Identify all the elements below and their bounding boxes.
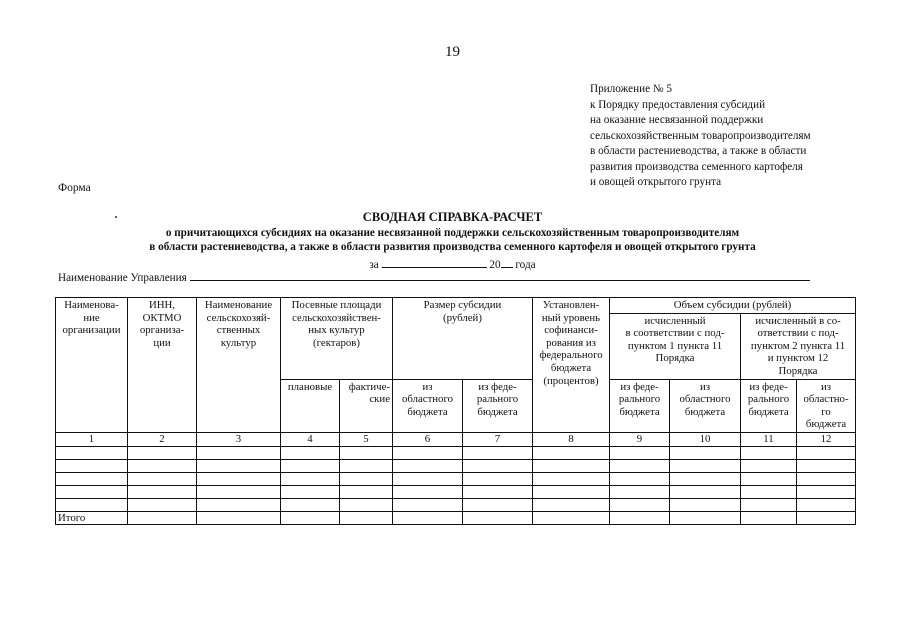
data-cell[interactable] — [128, 485, 197, 498]
administration-blank[interactable] — [190, 270, 810, 281]
table-row — [56, 498, 856, 511]
data-cell[interactable] — [533, 498, 610, 511]
total-cell[interactable] — [128, 511, 197, 525]
data-cell[interactable] — [340, 485, 393, 498]
data-cell[interactable] — [393, 446, 463, 459]
data-cell[interactable] — [197, 485, 281, 498]
data-cell[interactable] — [610, 498, 670, 511]
data-cell[interactable] — [393, 472, 463, 485]
data-cell[interactable] — [393, 485, 463, 498]
period-line — [0, 257, 905, 271]
data-cell[interactable] — [393, 459, 463, 472]
header-actual: фактиче- ские — [340, 379, 393, 432]
column-number-row — [56, 432, 856, 446]
data-cell[interactable] — [610, 446, 670, 459]
header-p2-federal: из феде- рального бюджета — [741, 379, 797, 432]
total-cell[interactable] — [797, 511, 856, 525]
data-cell[interactable] — [610, 472, 670, 485]
data-cell[interactable] — [56, 485, 128, 498]
administration-line — [58, 270, 810, 284]
data-cell[interactable] — [741, 498, 797, 511]
annex-line: в области растениеводства, а также в области — [590, 145, 807, 157]
data-cell[interactable] — [281, 446, 340, 459]
column-number: 1 — [56, 432, 128, 446]
total-cell[interactable] — [281, 511, 340, 525]
total-cell[interactable] — [197, 511, 281, 525]
data-cell[interactable] — [741, 472, 797, 485]
data-cell[interactable] — [533, 485, 610, 498]
column-number: 3 — [197, 432, 281, 446]
annex-line: к Порядку предоставления субсидий — [590, 98, 766, 111]
data-cell[interactable] — [463, 459, 533, 472]
annex-block — [590, 82, 811, 191]
period-year: 20 — [489, 259, 501, 271]
data-cell[interactable] — [741, 459, 797, 472]
data-cell[interactable] — [56, 459, 128, 472]
data-cell[interactable] — [56, 472, 128, 485]
data-cell[interactable] — [128, 472, 197, 485]
data-cell[interactable] — [670, 459, 741, 472]
period-suffix: года — [515, 259, 536, 271]
data-cell[interactable] — [797, 472, 856, 485]
column-number: 7 — [463, 432, 533, 446]
data-cell[interactable] — [128, 498, 197, 511]
data-cell[interactable] — [533, 446, 610, 459]
table-row — [56, 459, 856, 472]
data-cell[interactable] — [56, 498, 128, 511]
header-planned: плановые — [281, 379, 340, 432]
data-cell[interactable] — [56, 446, 128, 459]
data-cell[interactable] — [340, 446, 393, 459]
data-cell[interactable] — [128, 459, 197, 472]
data-cell[interactable] — [128, 446, 197, 459]
data-cell[interactable] — [610, 485, 670, 498]
column-number: 5 — [340, 432, 393, 446]
header-inn: ИНН, ОКТМО организа- ции — [128, 298, 197, 433]
form-label: Форма — [58, 182, 91, 194]
data-cell[interactable] — [340, 498, 393, 511]
data-cell[interactable] — [670, 472, 741, 485]
column-number: 4 — [281, 432, 340, 446]
data-cell[interactable] — [340, 472, 393, 485]
annex-line: и овощей открытого грунта — [590, 176, 722, 188]
data-cell[interactable] — [463, 485, 533, 498]
data-cell[interactable] — [670, 485, 741, 498]
annex-line: на оказание несвязанной поддержки — [590, 114, 764, 126]
data-cell[interactable] — [393, 498, 463, 511]
annex-line: сельскохозяйственным товаропроизводителям — [590, 129, 811, 142]
header-calc-p1: исчисленный в соответствии с под- пунктом 1 пункта 11 Порядка — [610, 313, 741, 379]
data-cell[interactable] — [670, 498, 741, 511]
data-cell[interactable] — [340, 459, 393, 472]
total-cell[interactable] — [670, 511, 741, 525]
column-number: 11 — [741, 432, 797, 446]
data-cell[interactable] — [797, 485, 856, 498]
column-number: 9 — [610, 432, 670, 446]
header-crop-name: Наименование сельскохозяй- ственных культур — [197, 298, 281, 433]
data-cell[interactable] — [610, 459, 670, 472]
total-cell[interactable] — [393, 511, 463, 525]
title-line-1: о причитающихся субсидиях на оказание несвязанной поддержки сельскохозяйственным товаропроизводителям — [165, 226, 740, 239]
data-cell[interactable] — [197, 459, 281, 472]
data-cell[interactable] — [797, 459, 856, 472]
data-cell[interactable] — [741, 485, 797, 498]
header-sown-area: Посевные площади сельскохозяйствен- ных культур (гектаров) — [281, 298, 393, 380]
data-cell[interactable] — [797, 446, 856, 459]
total-label: Итого — [56, 511, 128, 525]
header-p1-regional: из областного бюджета — [670, 379, 741, 432]
header-p1-federal: из феде- рального бюджета — [610, 379, 670, 432]
header-p2-regional: из областно- го бюджета — [797, 379, 856, 432]
data-cell[interactable] — [463, 472, 533, 485]
calculation-table — [55, 297, 856, 525]
total-cell[interactable] — [610, 511, 670, 525]
data-cell[interactable] — [533, 472, 610, 485]
table-row — [56, 485, 856, 498]
column-number: 8 — [533, 432, 610, 446]
annex-line: Приложение № 5 — [590, 83, 672, 95]
header-from-regional: из областного бюджета — [393, 379, 463, 432]
data-cell[interactable] — [533, 459, 610, 472]
annex-line: развития производства семенного картофеля — [590, 160, 803, 173]
data-cell[interactable] — [670, 446, 741, 459]
header-subsidy-volume: Объем субсидии (рублей) — [610, 298, 856, 314]
header-cofinancing-level: Установлен- ный уровень софинанси- рования из федерального бюджета (процентов) — [533, 298, 610, 433]
title-line-2: в области растениеводства, а также в области развития производства семенного картофеля и овощей открытого грунта — [149, 241, 756, 253]
data-cell[interactable] — [463, 446, 533, 459]
column-number: 12 — [797, 432, 856, 446]
data-cell[interactable] — [281, 498, 340, 511]
data-cell[interactable] — [281, 472, 340, 485]
data-cell[interactable] — [741, 446, 797, 459]
table-row — [56, 446, 856, 459]
year-blank[interactable] — [501, 257, 513, 268]
total-cell[interactable] — [463, 511, 533, 525]
total-row — [56, 511, 856, 525]
data-cell[interactable] — [281, 459, 340, 472]
header-org-name: Наименова- ние организации — [56, 298, 128, 433]
title-main: СВОДНАЯ СПРАВКА-РАСЧЕТ — [362, 210, 543, 224]
total-cell[interactable] — [741, 511, 797, 525]
page-number: 19 — [445, 44, 460, 60]
column-number: 6 — [393, 432, 463, 446]
data-cell[interactable] — [281, 485, 340, 498]
column-number: 2 — [128, 432, 197, 446]
column-number: 10 — [670, 432, 741, 446]
period-prefix: за — [369, 259, 379, 271]
data-cell[interactable] — [197, 446, 281, 459]
administration-label: Наименование Управления — [58, 272, 187, 284]
header-from-federal: из феде- рального бюджета — [463, 379, 533, 432]
header-calc-p2: исчисленный в со- ответствии с под- пунктом 2 пункта 11 и пунктом 12 Порядка — [741, 313, 856, 379]
total-cell[interactable] — [533, 511, 610, 525]
total-cell[interactable] — [340, 511, 393, 525]
period-blank[interactable] — [382, 257, 487, 268]
header-subsidy-size: Размер субсидии (рублей) — [393, 298, 533, 380]
data-cell[interactable] — [197, 498, 281, 511]
data-cell[interactable] — [797, 498, 856, 511]
data-cell[interactable] — [463, 498, 533, 511]
table-row — [56, 472, 856, 485]
data-cell[interactable] — [197, 472, 281, 485]
document-title — [0, 210, 905, 255]
